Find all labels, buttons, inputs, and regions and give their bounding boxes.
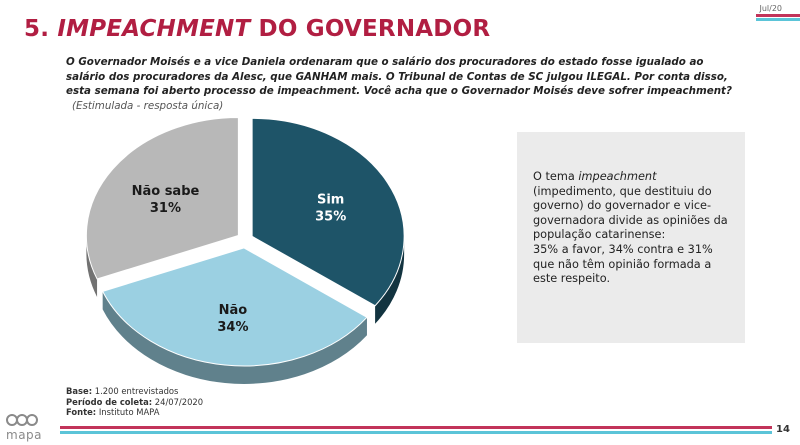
title-prefix: 5.: [24, 16, 58, 42]
pie-value-não-sabe: 31%: [149, 201, 182, 217]
pie-value-não: 34%: [217, 319, 249, 335]
summary-box: [517, 132, 745, 343]
summary-text: [533, 170, 733, 287]
title-italic: IMPEACHMENT: [57, 16, 251, 42]
question-note: (Estimulada - resposta única): [72, 99, 224, 112]
summary-body: (impedimento, que destituiu do governo) do governador e vice-governadora divide as opiniões da população catarinense:: [533, 184, 728, 242]
logo-icon: [6, 413, 40, 427]
bottom-accent-bar-blue: [60, 431, 772, 434]
pie-value-sim: 35%: [315, 209, 347, 225]
summary-italic-term: impeachment: [578, 170, 657, 183]
question-text: O Governador Moisés e a vice Daniela ordenaram que o salário dos procuradores do estado fosse igualado ao salário dos procuradores da Alesc, que GANHAM mais. O Tribunal de Contas de SC julgou ILEGAL. Por conta disso, esta semana foi aberto processo de impeachment. Você acha que o Governador Moisés deve sofrer impeachment?: [66, 56, 732, 97]
footer-base: Base: 1.200 entrevistados: [66, 386, 179, 396]
footer-period: Período de coleta: 24/07/2020: [66, 396, 204, 407]
title-suffix: DO GOVERNADOR: [250, 16, 491, 42]
summary-detail: 35% a favor, 34% contra e 31% que não têm opinião formada a este respeito.: [533, 242, 713, 286]
bottom-accent-bar-pink: [60, 426, 772, 429]
logo-text: mapa: [6, 428, 43, 442]
pie-label-sim: Sim: [316, 192, 345, 208]
footer-notes: [66, 386, 203, 418]
report-date: Jul/20: [759, 4, 782, 13]
summary-intro: O tema: [533, 170, 579, 183]
page-number: 14: [776, 424, 790, 435]
footer-source: Fonte: Instituto MAPA: [66, 407, 160, 418]
pie-label-não-sabe: Não sabe: [131, 184, 200, 200]
pie-label-não: Não: [218, 302, 248, 318]
